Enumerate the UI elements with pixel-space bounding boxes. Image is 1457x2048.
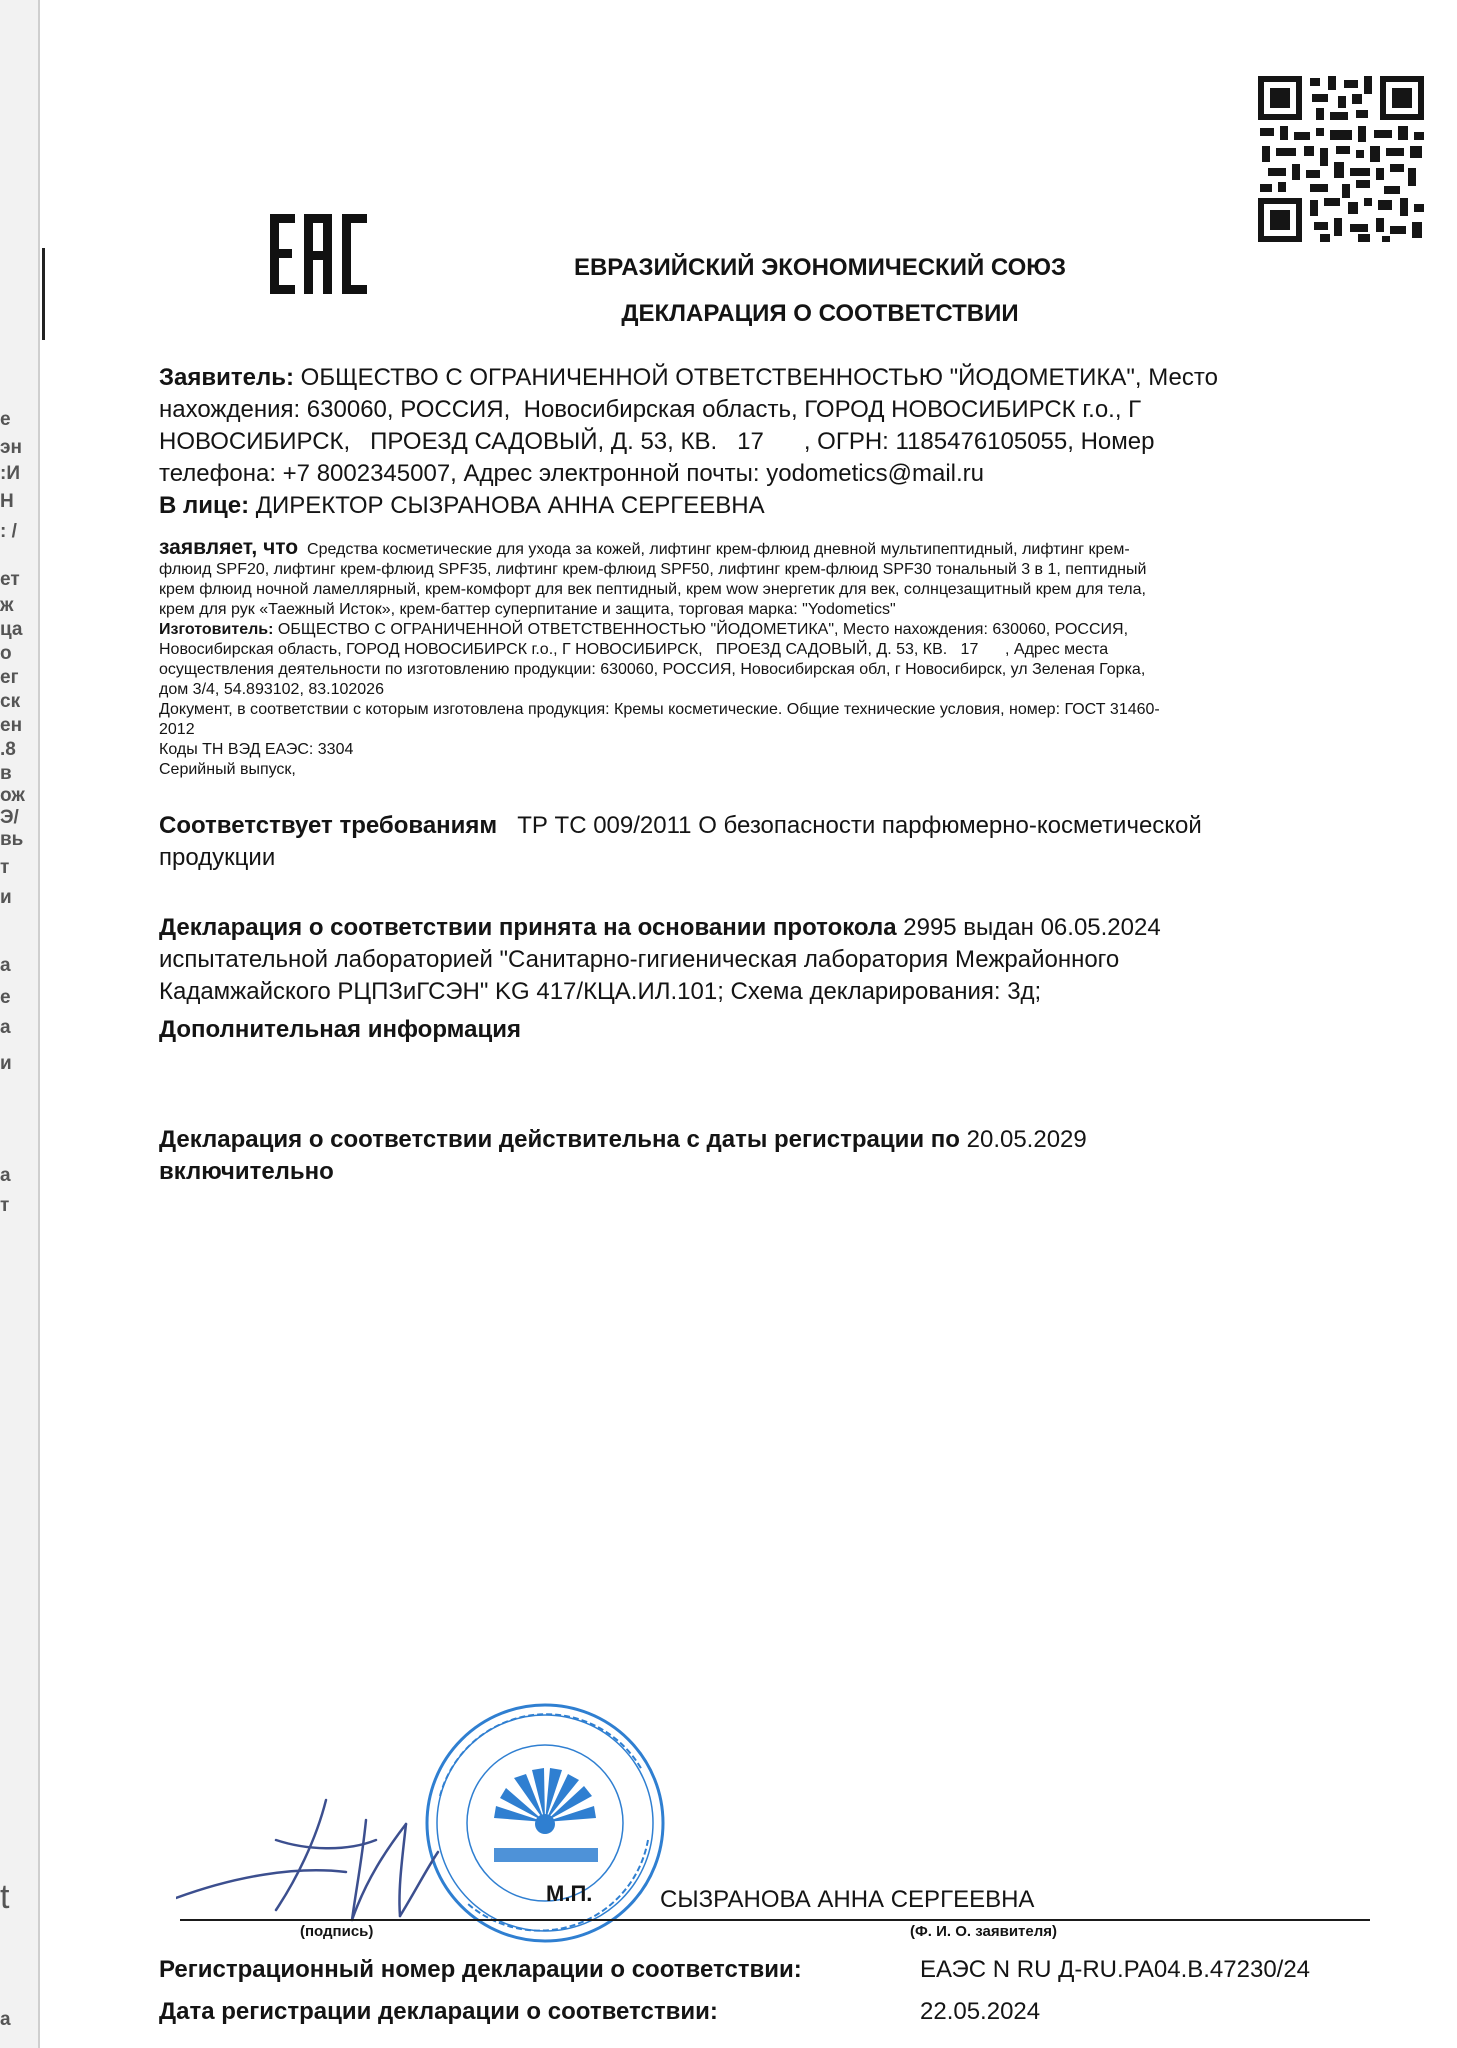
bleed-fragment: Н — [0, 492, 14, 511]
manufacturer-line-4: дом 3/4, 54.893102, 83.102026 — [159, 681, 384, 698]
bleed-fragment: вь — [0, 830, 24, 849]
qr-code — [1258, 76, 1424, 242]
bleed-fragment: е — [0, 988, 11, 1007]
manufacturer-text: ОБЩЕСТВО С ОГРАНИЧЕННОЙ ОТВЕТСТВЕННОСТЬЮ "ЙОДОМЕТИКА", Место нахождения: 630060, РОССИЯ, — [277, 621, 1129, 638]
bleed-fragment: а — [0, 1166, 11, 1185]
registration-date: 22.05.2024 — [920, 1998, 1041, 2025]
bleed-fragment: ца — [0, 620, 23, 639]
declares-line-4: крем для рук «Таежный Исток», крем-баттер суперпитание и защита, торговая марка: "Yodometics" — [159, 601, 896, 618]
bleed-fragment: е — [0, 410, 11, 429]
additional-info-label: Дополнительная информация — [159, 1016, 521, 1043]
bleed-fragment: Э/ — [0, 808, 19, 827]
bleed-fragment: в — [0, 764, 12, 783]
manufacturer-line-3: осуществления деятельности по изготовлению продукции: 630060, РОССИЯ, Новосибирская обл, г Новосибирск, ул Зеленая Горка, — [159, 661, 1146, 678]
basis-label: Декларация о соответствии принята на основании протокола — [159, 914, 897, 941]
name-caption: (Ф. И. О. заявителя) — [910, 1923, 1058, 1940]
union-title: ЕВРАЗИЙСКИЙ ЭКОНОМИЧЕСКИЙ СОЮЗ — [573, 254, 1067, 281]
representative-value: ДИРЕКТОР СЫЗРАНОВА АННА СЕРГЕЕВНА — [255, 492, 765, 519]
validity-block — [159, 1124, 1329, 1188]
bleed-fragment: : / — [0, 522, 17, 541]
validity-line-1 — [159, 1124, 1329, 1156]
representative-line — [159, 490, 1329, 522]
bleed-fragment: а — [0, 1018, 11, 1037]
eac-logo — [266, 210, 370, 298]
document-line-1: Документ, в соответствии с которым изготовлена продукция: Кремы косметические. Общие технические условия, номер: ГОСТ 31460- — [159, 701, 1160, 718]
applicant-line-3: НОВОСИБИРСК, ПРОЕЗД САДОВЫЙ, Д. 53, КВ. 17 , ОГРН: 1185476105055, Номер — [159, 428, 1155, 455]
signature-caption: (подпись) — [300, 1923, 374, 1940]
applicant-line-4: телефона: +7 8002345007, Адрес электронной почты: yodometics@mail.ru — [159, 460, 984, 487]
applicant-label: Заявитель: — [159, 364, 294, 391]
declares-line-2: флюид SPF20, лифтинг крем-флюид SPF35, лифтинг крем-флюид SPF50, лифтинг крем-флюид SPF30 тональный 3 в 1, пептидный — [159, 561, 1147, 578]
declaration-title: ДЕКЛАРАЦИЯ О СООТВЕТСТВИИ — [621, 300, 1019, 327]
manufacturer-line-1 — [159, 620, 1329, 640]
bleed-fragment: ж — [0, 596, 14, 615]
basis-line-3: Кадамжайского РЦПЗиГСЭН" KG 417/КЦА.ИЛ.101; Схема декларирования: 3д; — [159, 978, 1042, 1005]
signer-name: СЫЗРАНОВА АННА СЕРГЕЕВНА — [660, 1886, 1035, 1913]
applicant-text: ОБЩЕСТВО С ОГРАНИЧЕННОЙ ОТВЕТСТВЕННОСТЬЮ "ЙОДОМЕТИКА", Место — [300, 364, 1218, 391]
bleed-fragment: а — [0, 956, 11, 975]
validity-line-2: включительно — [159, 1158, 334, 1185]
bleed-fragment: т — [0, 1196, 10, 1215]
conformity-line-1 — [159, 810, 1329, 842]
bleed-fragment: ск — [0, 692, 21, 711]
bleed-fragment: эн — [0, 438, 22, 457]
bleed-fragment: ож — [0, 786, 25, 805]
bleed-fragment: .8 — [0, 740, 16, 759]
basis-line-1 — [159, 912, 1329, 944]
validity-date: 20.05.2029 — [966, 1126, 1087, 1153]
signature-line — [180, 1919, 1370, 1921]
basis-line-2: испытательной лабораторией "Санитарно-гигиеническая лаборатория Межрайонного — [159, 946, 1120, 973]
conformity-label: Соответствует требованиям — [159, 812, 498, 839]
registration-number-label: Регистрационный номер декларации о соответствии: — [159, 1956, 802, 1983]
serial-release: Серийный выпуск, — [159, 761, 296, 778]
declares-block — [159, 538, 1329, 780]
registration-date-label: Дата регистрации декларации о соответствии: — [159, 1998, 718, 2025]
manufacturer-line-2: Новосибирская область, ГОРОД НОВОСИБИРСК г.о., Г НОВОСИБИРСК, ПРОЕЗД САДОВЫЙ, Д. 53, КВ. 17 , Адрес места — [159, 641, 1109, 658]
bleed-fragment: и — [0, 888, 12, 907]
applicant-line-2: нахождения: 630060, РОССИЯ, Новосибирская область, ГОРОД НОВОСИБИРСК г.о., Г — [159, 396, 1142, 423]
handwritten-signature — [176, 1780, 476, 1930]
bleed-fragment: :И — [0, 464, 20, 483]
registration-number: ЕАЭС N RU Д-RU.PA04.B.47230/24 — [920, 1956, 1311, 1983]
declares-label: заявляет, что — [159, 536, 299, 559]
tnved-codes: Коды ТН ВЭД ЕАЭС: 3304 — [159, 741, 354, 758]
conformity-block — [159, 810, 1329, 874]
validity-label: Декларация о соответствии действительна с даты регистрации по — [159, 1126, 960, 1153]
bleed-fragment: о — [0, 644, 12, 663]
conformity-line-2: продукции — [159, 844, 276, 871]
basis-block — [159, 912, 1329, 1008]
document-line-2: 2012 — [159, 721, 195, 738]
bleed-fragment: ег — [0, 668, 19, 687]
bleed-fragment: и — [0, 1054, 12, 1073]
bleed-fragment: а — [0, 2010, 11, 2029]
declares-text: Средства косметические для ухода за кожей, лифтинг крем-флюид дневной мультипептидный, лифтинг крем- — [307, 541, 1130, 558]
bleed-fragment: t — [0, 1880, 10, 1914]
applicant-line-1 — [159, 362, 1329, 394]
declares-line-1 — [159, 538, 1329, 560]
conformity-regulation: ТР ТС 009/2011 О безопасности парфюмерно-косметической — [517, 812, 1202, 839]
stamp-mark: М.П. — [546, 1881, 593, 1906]
declares-line-3: крем флюид ночной ламеллярный, крем-комфорт для век пептидный, крем wow энергетик для век, солнцезащитный крем для тела, — [159, 581, 1146, 598]
bleed-fragment: т — [0, 858, 10, 877]
applicant-block — [159, 362, 1329, 522]
page-edge-mark — [42, 248, 45, 340]
representative-label: В лице: — [159, 492, 250, 519]
basis-protocol: 2995 выдан 06.05.2024 — [903, 914, 1161, 941]
bleed-fragment: ен — [0, 716, 23, 735]
manufacturer-label: Изготовитель: — [159, 621, 274, 638]
bleed-fragment: ет — [0, 570, 20, 589]
